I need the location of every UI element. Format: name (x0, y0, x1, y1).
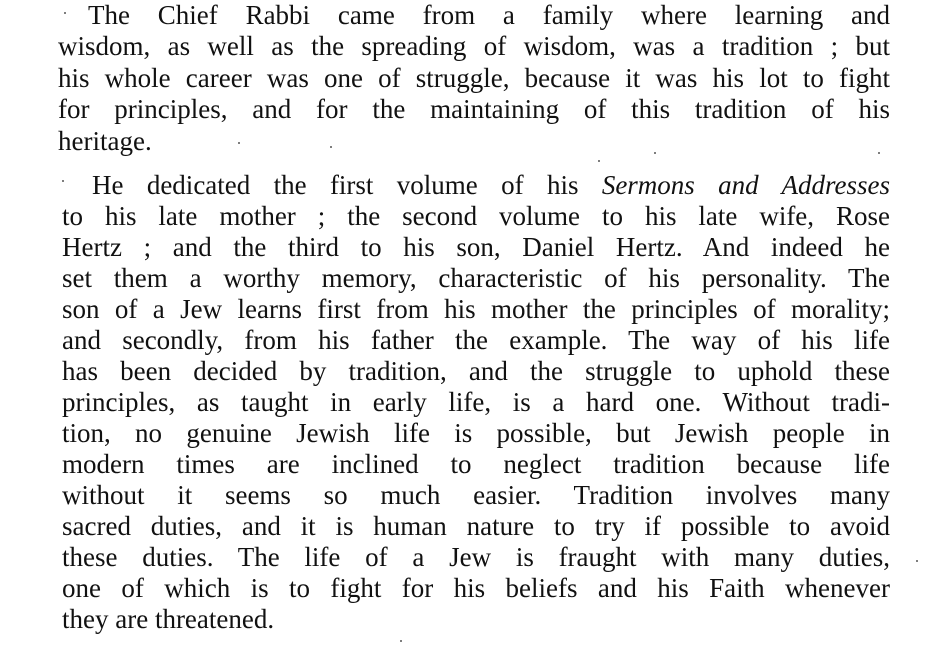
text-line: for principles, and for the maintaining of this tradition of his (58, 94, 890, 124)
scan-speck (916, 560, 918, 562)
book-title: Sermons and Addresses (601, 170, 891, 200)
text-line: and secondly, from his father the example. The way of his life (62, 325, 890, 355)
text-line: wisdom, as well as the spreading of wisdom, was a tradition ; but (58, 31, 890, 61)
scan-speck (400, 640, 402, 642)
text-line: Hertz ; and the third to his son, Daniel Hertz. And indeed he (62, 232, 890, 262)
text-line: to his late mother ; the second volume to his late wife, Rose (62, 201, 890, 231)
scan-speck (654, 152, 656, 154)
scan-speck (64, 12, 66, 14)
text-line: his whole career was one of struggle, because it was his lot to fight (58, 63, 890, 93)
text-line: son of a Jew learns first from his mother the principles of morality; (62, 294, 890, 324)
text-line: tion, no genuine Jewish life is possible, but Jewish people in (62, 418, 890, 448)
text-line: these duties. The life of a Jew is fraught with many duties, (62, 542, 890, 572)
scan-speck (238, 142, 240, 144)
text-line: without it seems so much easier. Tradition involves many (62, 480, 890, 510)
text-line: principles, as taught in early life, is a hard one. Without tradi- (62, 387, 890, 417)
scan-speck (598, 160, 600, 162)
text-fragment: He dedicated the first volume of his (92, 170, 602, 200)
text-line: The Chief Rabbi came from a family where learning and (88, 0, 890, 30)
text-line: one of which is to fight for his beliefs and his Faith whenever (62, 573, 890, 603)
text-line: sacred duties, and it is human nature to try if possible to avoid (62, 511, 890, 541)
text-line: set them a worthy memory, characteristic of his personality. The (62, 263, 890, 293)
text-line: heritage. (58, 126, 152, 156)
text-line: has been decided by tradition, and the struggle to uphold these (62, 356, 890, 386)
text-line: modern times are inclined to neglect tradition because life (62, 449, 890, 479)
scan-speck (62, 180, 64, 182)
scan-speck (330, 146, 332, 148)
text-line: they are threatened. (62, 604, 275, 634)
scan-speck (878, 152, 880, 154)
text-line (92, 170, 890, 201)
